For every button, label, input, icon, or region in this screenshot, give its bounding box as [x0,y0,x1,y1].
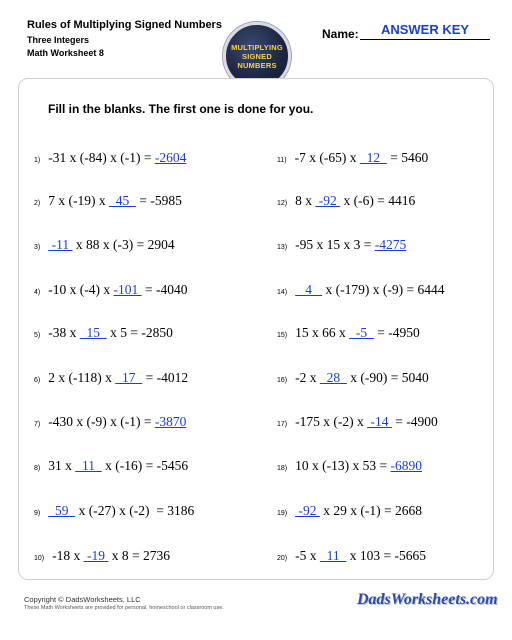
answer-blank[interactable]: 15 [79,325,107,340]
problem-12 [277,193,415,209]
problem-20 [277,548,426,564]
answer-blank[interactable]: 4 [295,282,323,297]
problem-expression-start: 31 x [48,458,76,473]
instructions: Fill in the blanks. The first one is done for you. [48,102,314,116]
badge-line-2: SIGNED [242,51,272,61]
problem-9 [34,503,194,519]
problem-expression-end: = 5460 [386,150,429,165]
problem-number: 5) [34,332,41,339]
problem-expression-start: 10 x (-13) x 53 = [295,458,391,473]
problem-number: 7) [34,421,41,428]
problem-1 [34,150,186,166]
problem-8 [34,458,188,474]
badge-line-1: MULTIPLYING [231,42,283,52]
problem-number: 18) [277,465,288,472]
problem-number: 4) [34,289,41,296]
problem-15 [277,325,420,341]
problem-14 [277,282,444,298]
problem-number: 17) [277,421,288,428]
copyright: Copyright © DadsWorksheets, LLC [24,595,141,604]
problem-13 [277,237,406,253]
problem-16 [277,370,429,386]
answer-blank[interactable]: -92 [315,193,341,208]
problem-3 [34,237,175,253]
answer-blank[interactable]: -11 [48,237,73,252]
worksheet-subtitle: Three Integers [27,35,90,45]
problem-expression-start: -7 x (-65) x [294,150,360,165]
problem-number: 11) [277,157,287,164]
problem-expression-start: -10 x (-4) x [48,282,114,297]
answer-blank[interactable]: 17 [115,370,143,385]
problem-expression-end: = -4950 [373,325,420,340]
problem-expression-start: -5 x [295,548,320,563]
problem-expression-start: -18 x [52,548,84,563]
problem-number: 6) [34,377,41,384]
problem-number: 15) [277,332,288,339]
problem-number: 10) [34,555,45,562]
problem-number: 16) [277,377,288,384]
problem-expression-start: 8 x [295,193,316,208]
problem-expression-end: x 103 = -5665 [346,548,426,563]
problem-number: 2) [34,200,41,207]
problem-19 [277,503,422,519]
problem-expression-start: -95 x 15 x 3 = [295,237,375,252]
problem-expression-start: -31 x (-84) x (-1) = [48,150,155,165]
name-label: Name: [322,27,359,41]
problem-expression-end: x (-27) x (-2) = 3186 [75,503,195,518]
problem-expression-end: = -5985 [135,193,182,208]
badge-line-3: NUMBERS [237,60,277,70]
answer-blank[interactable]: 11 [75,458,102,473]
answer-blank[interactable]: -5 [349,325,374,340]
problem-expression-end: = -4012 [142,370,189,385]
problem-10 [34,548,170,564]
usage-note: These Math Worksheets are provided for personal, homeschool or classroom use. [24,605,224,611]
answer-blank[interactable]: -92 [295,503,320,518]
answer-key-field: ANSWER KEY [360,22,490,40]
problem-number: 13) [277,244,288,251]
answer-blank[interactable]: 28 [319,370,347,385]
site-logo: DadsWorksheets.com [357,591,498,608]
answer-blank[interactable]: -2604 [154,150,187,165]
problem-expression-start: 2 x (-118) x [48,370,116,385]
answer-blank[interactable]: -101 [113,282,142,297]
answer-blank[interactable]: -3870 [154,414,187,429]
worksheet-title: Rules of Multiplying Signed Numbers [27,19,222,31]
problem-17 [277,414,438,430]
answer-blank[interactable]: 45 [108,193,136,208]
problem-expression-start: -430 x (-9) x (-1) = [48,414,155,429]
problem-expression-end: x 8 = 2736 [108,548,170,563]
problem-expression-end: x (-90) = 5040 [346,370,429,385]
problem-number: 20) [277,555,288,562]
worksheet-number: Math Worksheet 8 [27,48,104,58]
problem-number: 8) [34,465,41,472]
problem-number: 3) [34,244,41,251]
problem-2 [34,193,182,209]
problem-6 [34,370,188,386]
problem-11 [277,150,428,166]
problem-expression-start: 7 x (-19) x [48,193,109,208]
problem-expression-start: -2 x [295,370,320,385]
answer-blank[interactable]: -6890 [390,458,422,473]
problem-expression-end: x 88 x (-3) = 2904 [72,237,175,252]
problem-number: 19) [277,510,288,517]
answer-blank[interactable]: -14 [367,414,392,429]
problem-expression-end: x 29 x (-1) = 2668 [319,503,422,518]
problem-expression-start: 15 x 66 x [295,325,350,340]
problem-number: 12) [277,200,288,207]
problem-4 [34,282,187,298]
problem-5 [34,325,173,341]
problem-number: 14) [277,289,288,296]
problem-number: 9) [34,510,41,517]
problem-expression-end: x (-179) x (-9) = 6444 [322,282,445,297]
problem-18 [277,458,422,474]
problem-expression-end: = -4900 [391,414,438,429]
problem-number: 1) [34,157,41,164]
problem-expression-end: = -4040 [141,282,188,297]
problem-expression-end: x 5 = -2850 [106,325,173,340]
answer-blank[interactable]: -19 [83,548,109,563]
problem-expression-start: -38 x [48,325,80,340]
answer-blank[interactable]: 59 [48,503,76,518]
problem-expression-end: x (-6) = 4416 [340,193,416,208]
problem-7 [34,414,186,430]
problem-expression-start: -175 x (-2) x [295,414,368,429]
problem-expression-end: x (-16) = -5456 [101,458,189,473]
answer-blank[interactable]: -4275 [374,237,407,252]
answer-blank[interactable]: 12 [359,150,387,165]
answer-blank[interactable]: 11 [319,548,347,563]
